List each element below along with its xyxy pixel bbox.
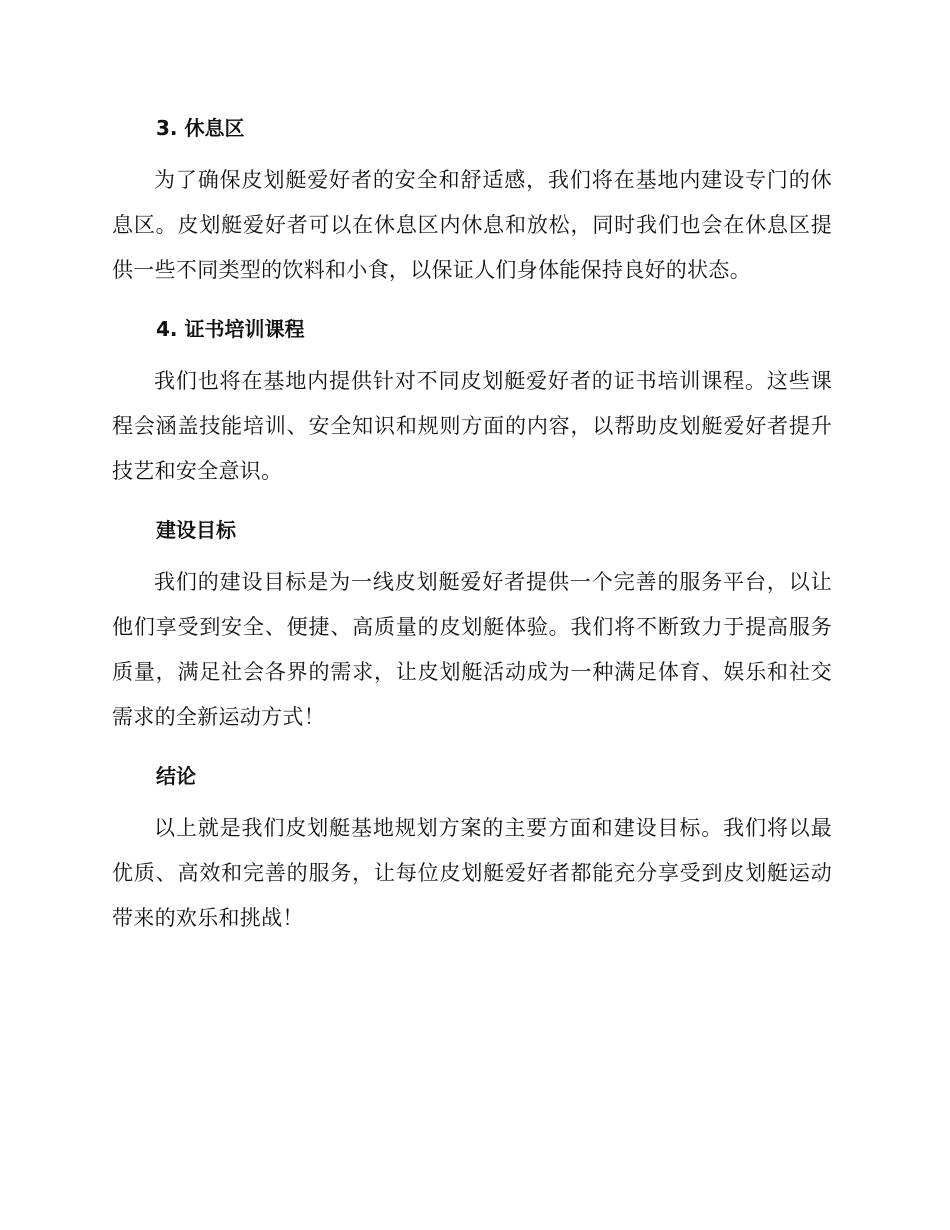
section-heading-rest-area: 3. 休息区 (156, 116, 245, 140)
section-heading-construction-goal: 建设目标 (156, 518, 236, 542)
section-heading-conclusion: 结论 (156, 764, 196, 788)
section-paragraph-conclusion: 以上就是我们皮划艇基地规划方案的主要方面和建设目标。我们将以最优质、高效和完善的服务，让每位皮划艇爱好者都能充分享受到皮划艇运动带来的欢乐和挑战！ (112, 816, 832, 930)
document-body (112, 108, 832, 957)
section-heading-certificate-course: 4. 证书培训课程 (156, 317, 305, 341)
section-paragraph-certificate-course: 我们也将在基地内提供针对不同皮划艇爱好者的证书培训课程。这些课程会涵盖技能培训、安全知识和规则方面的内容，以帮助皮划艇爱好者提升技艺和安全意识。 (112, 369, 832, 483)
section-paragraph-rest-area: 为了确保皮划艇爱好者的安全和舒适感，我们将在基地内建设专门的休息区。皮划艇爱好者可以在休息区内休息和放松，同时我们也会在休息区提供一些不同类型的饮料和小食，以保证人们身体能保持良好的状态。 (112, 168, 832, 282)
section-paragraph-construction-goal: 我们的建设目标是为一线皮划艇爱好者提供一个完善的服务平台，以让他们享受到安全、便捷、高质量的皮划艇体验。我们将不断致力于提高服务质量，满足社会各界的需求，让皮划艇活动成为一种满足体育、娱乐和社交需求的全新运动方式！ (112, 570, 832, 729)
